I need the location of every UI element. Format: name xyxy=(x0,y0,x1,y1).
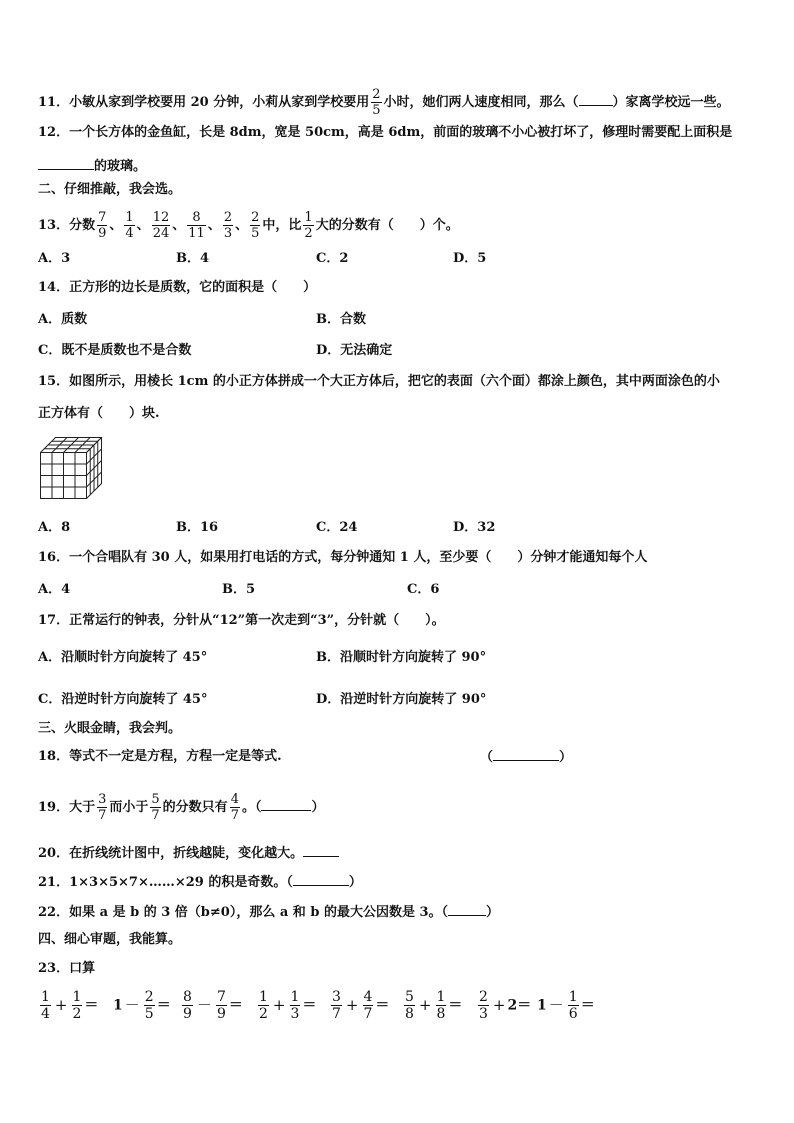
option-a[interactable]: A．3 xyxy=(38,251,71,266)
answer-blank[interactable] xyxy=(261,798,311,811)
option-a[interactable]: A．4 xyxy=(38,582,71,597)
fraction: $\frac{8}{11}$ xyxy=(188,210,205,241)
option-c[interactable]: C．6 xyxy=(407,582,440,597)
option-a[interactable]: A．8 xyxy=(38,520,71,535)
question-11: 11．小敏从家到学校要用 20 分钟，小莉从家到学校要用 $\frac{2}{5}$ 小时，她们两人速度相同，那么（ ）家离学校远一些。 xyxy=(38,87,730,118)
question-15-cont: 正方体有（ ）块. xyxy=(38,406,160,421)
calc-item-7: $\frac{2}{3}$ + 2＝ xyxy=(479,989,532,1022)
question-16: 16．一个合唱队有 30 人，如果用打电话的方式，每分钟通知 1 人，至少要（ ）分钟才能通知每个人 xyxy=(38,550,648,565)
option-d[interactable]: D．沿逆时针方向旋转了 90° xyxy=(316,692,487,707)
question-21: 21．1×3×5×7×……×29 的积是奇数。（ ） xyxy=(38,875,362,890)
question-18: 18．等式不一定是方程，方程一定是等式. xyxy=(38,749,282,764)
option-b[interactable]: B．4 xyxy=(176,251,210,266)
option-b[interactable]: B．16 xyxy=(176,520,219,535)
section-heading-2: 二、仔细推敲，我会选。 xyxy=(38,182,182,197)
fraction: $\frac{2}{3}$ xyxy=(223,210,233,241)
question-23-title: 23．口算 xyxy=(38,961,96,976)
fraction: $\frac{3}{7}$ xyxy=(98,792,107,823)
calc-item-4: $\frac{1}{2}$ + $\frac{1}{3}$ ＝ xyxy=(259,989,317,1022)
option-b[interactable]: B．合数 xyxy=(316,312,366,327)
fraction: $\frac{12}{24}$ xyxy=(152,210,170,241)
question-22: 22．如果 a 是 b 的 3 倍（b≠0），那么 a 和 b 的最大公因数是 3。（ ） xyxy=(38,905,500,920)
fraction: $\frac{1}{4}$ xyxy=(125,210,134,241)
fraction: $\frac{4}{7}$ xyxy=(230,792,239,823)
calc-item-2: 1 － $\frac{2}{5}$ ＝ xyxy=(113,989,171,1022)
option-d[interactable]: D．5 xyxy=(453,251,487,266)
option-b[interactable]: B．5 xyxy=(222,582,256,597)
section-heading-4: 四、细心审题，我能算。 xyxy=(38,932,182,947)
option-a[interactable]: A．沿顺时针方向旋转了 45° xyxy=(38,650,208,665)
fraction: $\frac{2}{5}$ xyxy=(372,87,381,118)
question-15: 15．如图所示，用棱长 1cm 的小正方体拼成一个大正方体后，把它的表面（六个面）都涂上颜色，其中两面涂色的小 xyxy=(38,374,720,389)
calc-item-3: $\frac{8}{9}$ － $\frac{7}{9}$ ＝ xyxy=(183,989,243,1022)
option-c[interactable]: C．沿逆时针方向旋转了 45° xyxy=(38,692,208,707)
option-d[interactable]: D．32 xyxy=(453,520,496,535)
calc-item-1: $\frac{1}{4}$ + $\frac{1}{2}$ ＝ xyxy=(41,989,99,1022)
question-12: 12．一个长方体的金鱼缸，长是 8dm，宽是 50cm，高是 6dm，前面的玻璃不小心被打坏了，修理时需要配上面积是 xyxy=(38,125,733,140)
cube-figure xyxy=(40,437,104,499)
question-13: 13．分数 $\frac{7}{9}$ 、 $\frac{1}{4}$ 、 $\frac{12}{24}$ 、 $\frac{8}{11}$ 、 $\frac{2}{3}$ 、 $\frac{2}{5}$ 中，比 $\frac{1}{2}$ 大的分数有（ ）个。 xyxy=(38,210,459,241)
answer-blank[interactable] xyxy=(448,903,486,916)
calc-item-8: 1 － $\frac{1}{6}$ ＝ xyxy=(537,989,595,1022)
option-b[interactable]: B．沿顺时针方向旋转了 90° xyxy=(316,650,487,665)
question-14: 14．正方形的边长是质数，它的面积是（ ） xyxy=(38,280,317,295)
answer-blank[interactable] xyxy=(38,157,94,170)
question-12-cont: 的玻璃。 xyxy=(38,157,146,176)
fraction: $\frac{5}{7}$ xyxy=(151,792,160,823)
question-19: 19．大于 $\frac{3}{7}$ 而小于 $\frac{5}{7}$ 的分数只有 $\frac{4}{7}$ 。（ ） xyxy=(38,792,325,823)
question-17: 17．正常运行的钟表，分针从“12”第一次走到“3”，分针就（ ）。 xyxy=(38,613,445,628)
option-c[interactable]: C．24 xyxy=(316,520,358,535)
fraction: $\frac{2}{5}$ xyxy=(251,210,260,241)
section-heading-3: 三、火眼金睛，我会判。 xyxy=(38,721,182,736)
answer-paren[interactable]: （ ） xyxy=(480,750,573,765)
option-c[interactable]: C．2 xyxy=(316,251,349,266)
answer-blank[interactable] xyxy=(579,93,613,106)
fraction: $\frac{7}{9}$ xyxy=(98,210,107,241)
calc-item-5: $\frac{3}{7}$ + $\frac{4}{7}$ ＝ xyxy=(332,989,390,1022)
question-20: 20．在折线统计图中，折线越陡，变化越大。 xyxy=(38,844,339,863)
answer-blank[interactable] xyxy=(293,873,349,886)
calc-item-6: $\frac{5}{8}$ + $\frac{1}{8}$ ＝ xyxy=(405,989,463,1022)
answer-blank[interactable] xyxy=(493,748,559,761)
fraction: $\frac{1}{2}$ xyxy=(304,210,313,241)
option-d[interactable]: D．无法确定 xyxy=(316,343,393,358)
answer-blank[interactable] xyxy=(303,844,339,857)
option-a[interactable]: A．质数 xyxy=(38,312,88,327)
option-c[interactable]: C．既不是质数也不是合数 xyxy=(38,343,192,358)
